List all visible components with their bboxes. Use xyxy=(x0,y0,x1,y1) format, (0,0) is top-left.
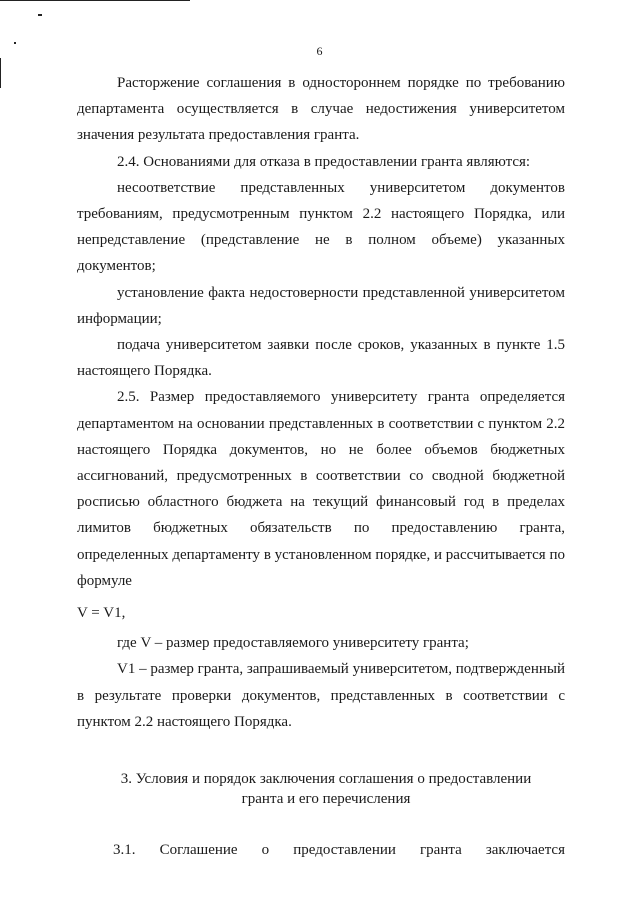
formula: V = V1, xyxy=(77,605,126,622)
section-heading-line-1: 3. Условия и порядок заключения соглашения о предоставлении xyxy=(120,771,532,788)
paragraph-late-submission: подача университетом заявки после сроков, указанных в пункте 1.5 настоящего Порядка. xyxy=(77,337,565,380)
paragraph-where-v: где V – размер предоставляемого университету гранта; xyxy=(117,635,469,652)
paragraph-3-1: 3.1. Соглашение о предоставлении гранта заключается xyxy=(113,842,565,859)
paragraph-v1: V1 – размер гранта, запрашиваемый университетом, подтвержденный в результате проверки документов, представленных в соответствии с пунктом 2.2 настоящего Порядка. xyxy=(77,661,565,730)
page-number: 6 xyxy=(316,44,323,58)
scan-artifact-left xyxy=(0,58,1,88)
section-heading-line-2: гранта и его перечисления xyxy=(241,791,411,808)
document-body xyxy=(77,70,565,863)
paragraph-2-4: 2.4. Основаниями для отказа в предоставлении гранта являются: xyxy=(117,153,531,170)
scan-artifact-dot-1 xyxy=(38,14,42,16)
paragraph-nonconformity: несоответствие представленных университетом документов требованиям, предусмотренным пунктом 2.2 настоящего Порядка, или непредставление (представление не в полном объеме) указанных документов; xyxy=(77,179,565,275)
paragraph-2-5: 2.5. Размер предоставляемого университету гранта определяется департаментом на основании представленных в соответствии с пунктом 2.2 настоящего Порядка документов, но не более объемов бюджетных ассигнований, предусмотренных в соответствии со сводной бюджетной росписью областного бюджета на текущий финансовый год в пределах лимитов бюджетных обязательств по предоставлению гранта, определенных департаменту в установленном порядке, и рассчитывается по формуле xyxy=(77,389,565,589)
paragraph-termination: Расторжение соглашения в одностороннем порядке по требованию департамента осуществляется в случае недостижения университетом значения результата предоставления гранта. xyxy=(77,75,565,144)
paragraph-unreliability: установление факта недостоверности представленной университетом информации; xyxy=(77,284,565,327)
scan-artifact-top xyxy=(0,0,190,1)
section-heading-3 xyxy=(77,769,565,809)
